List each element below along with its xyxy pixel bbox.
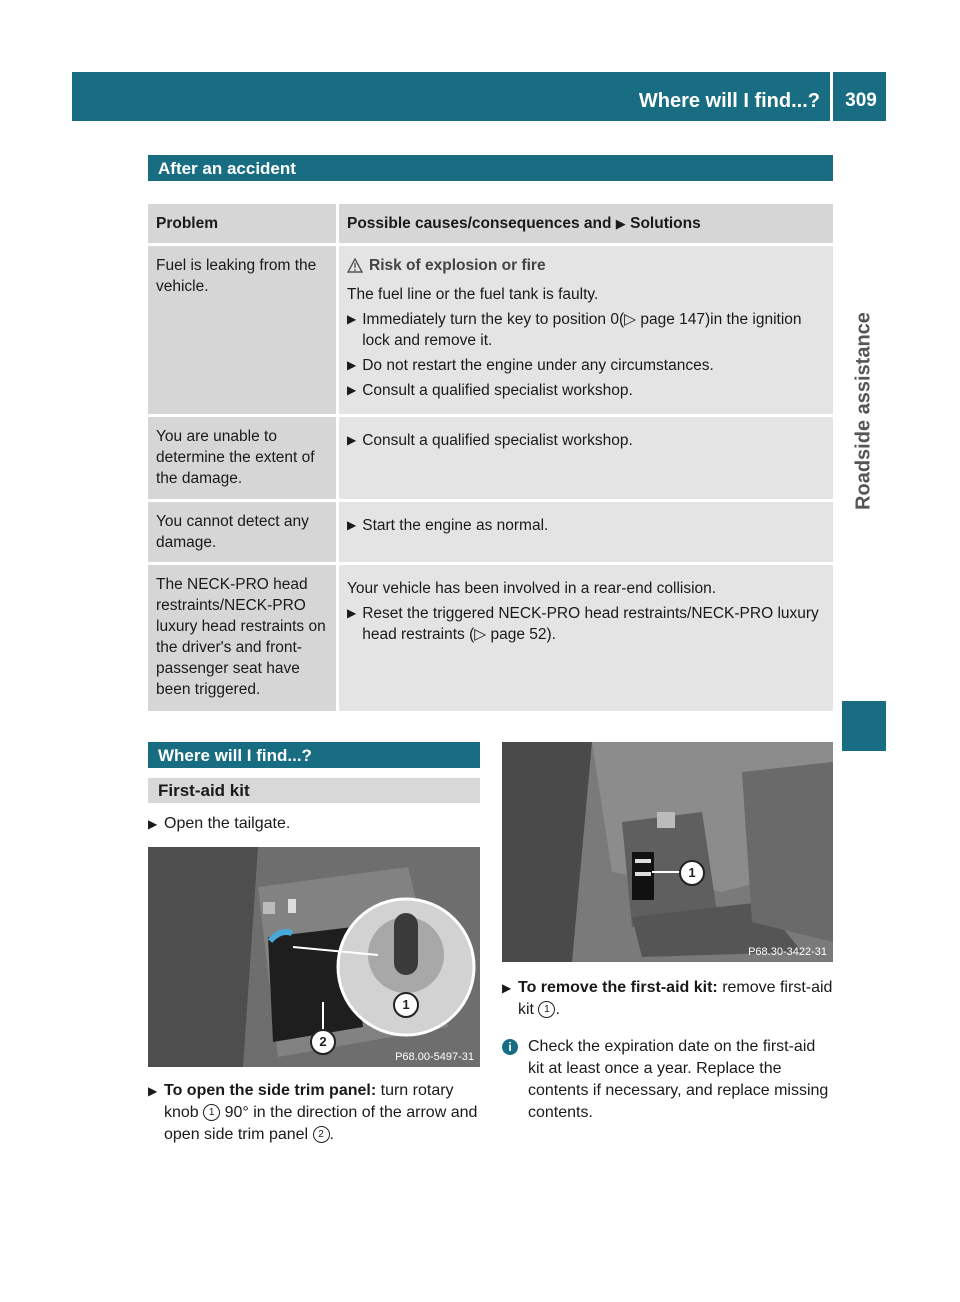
col-solution-text: Possible causes/consequences and (347, 215, 612, 232)
problem-cell: The NECK-PRO head restraints/NECK-PRO luxury head restraints on the driver's and front-passenger seat have been triggered. (148, 565, 336, 711)
subsection-heading-first-aid: First-aid kit (148, 778, 480, 803)
cause-text: Your vehicle has been involved in a rear-end collision. (347, 580, 717, 597)
step-arrow-icon: ▶ (148, 817, 158, 831)
solution-cell (336, 502, 833, 562)
list-item (347, 355, 825, 376)
first-aid-kit-image (502, 742, 833, 962)
page-title: Where will I find...? (638, 90, 820, 112)
first-aid-kit-illustration (502, 742, 833, 962)
problem-cell: You cannot detect any damage. (148, 502, 336, 562)
list-item (347, 380, 825, 401)
cause-text: The fuel line or the fuel tank is faulty. (347, 286, 599, 303)
step-arrow-icon: ▶ (347, 433, 357, 447)
step-bold-label: To open the side trim panel: (164, 1082, 377, 1099)
table-header-row (148, 204, 833, 243)
step-arrow-icon: ▶ (347, 312, 357, 326)
step-text: turn rotary knob (164, 1082, 454, 1121)
callout-2: 2 (319, 1034, 327, 1049)
info-icon: i (502, 1039, 518, 1055)
list-item (347, 603, 825, 645)
col-solution-header (336, 204, 833, 243)
table-row (148, 565, 833, 711)
col-solution-tail: Solutions (630, 215, 701, 232)
note-text: Check the expiration date on the first-aid kit at least once a year. Replace the contents if necessary, and replace missing contents. (528, 1038, 829, 1121)
step-remove-first-aid-kit: ▶ To remove the first-aid kit: remove first-aid kit 1 . (502, 977, 833, 1021)
info-note (502, 1036, 833, 1124)
side-trim-panel-image (148, 847, 480, 1067)
header-divider (830, 72, 833, 121)
solution-cell (336, 565, 833, 711)
warning-line (347, 255, 825, 276)
side-tab (842, 121, 886, 701)
step-open-side-trim: ▶ To open the side trim panel: turn rotary knob 1 90° in the direction of the arrow and open side trim panel 2 . (148, 1080, 480, 1146)
step-text: remove first-aid kit (518, 979, 833, 1018)
table-row (148, 502, 833, 562)
step-text: 90° in the direction of the arrow and open side trim panel (164, 1104, 478, 1143)
table-row (148, 417, 833, 499)
solution-cell (336, 417, 833, 499)
callout-1: 1 (402, 997, 410, 1012)
problem-cell: You are unable to determine the extent of the damage. (148, 417, 336, 499)
image-code: P68.30-3422-31 (748, 946, 827, 958)
step-text: Immediately turn the key to position 0(▷ page 147)in the ignition lock and remove it. (362, 311, 802, 349)
step-arrow-icon: ▶ (347, 358, 357, 372)
step-arrow-icon: ▶ (347, 518, 357, 532)
accident-table (148, 201, 833, 714)
step-open-tailgate (148, 813, 480, 835)
callout-ref-1: 1 (538, 1001, 555, 1018)
step-arrow-icon: ▶ (347, 606, 357, 620)
list-item (347, 309, 825, 351)
side-tab-marker (842, 701, 886, 751)
step-text: Open the tailgate. (164, 815, 291, 832)
solution-cell (336, 246, 833, 414)
side-trim-panel-illustration (148, 847, 480, 1067)
step-arrow-icon: ▶ (148, 1084, 158, 1098)
step-text: Consult a qualified specialist workshop. (362, 432, 633, 449)
list-item (347, 430, 825, 451)
step-arrow-icon: ▶ (347, 383, 357, 397)
solutions-arrow-icon: ▶ (615, 216, 626, 231)
step-bold-label: To remove the first-aid kit: (518, 979, 718, 996)
step-arrow-icon: ▶ (502, 981, 512, 995)
table-row (148, 246, 833, 414)
step-text: Start the engine as normal. (362, 517, 549, 534)
step-text: Do not restart the engine under any circumstances. (362, 357, 714, 374)
problem-cell: Fuel is leaking from the vehicle. (148, 246, 336, 414)
callout-ref-2: 2 (313, 1126, 330, 1143)
section-heading-where: Where will I find...? (148, 742, 480, 768)
step-text: Consult a qualified specialist workshop. (362, 382, 633, 399)
side-tab-label: Roadside assistance (852, 312, 875, 510)
callout-ref-1: 1 (203, 1104, 220, 1121)
warning-text: Risk of explosion or fire (369, 257, 546, 274)
col-problem-header: Problem (148, 204, 336, 243)
warning-triangle-icon (347, 258, 363, 273)
callout-1: 1 (688, 865, 696, 880)
image-code: P68.00-5497-31 (395, 1051, 474, 1063)
list-item (347, 515, 825, 536)
step-text: Reset the triggered NECK-PRO head restraints/NECK-PRO luxury head restraints (▷ page 52). (362, 605, 819, 643)
page-number: 309 (845, 90, 877, 111)
section-heading-accident: After an accident (148, 155, 833, 181)
